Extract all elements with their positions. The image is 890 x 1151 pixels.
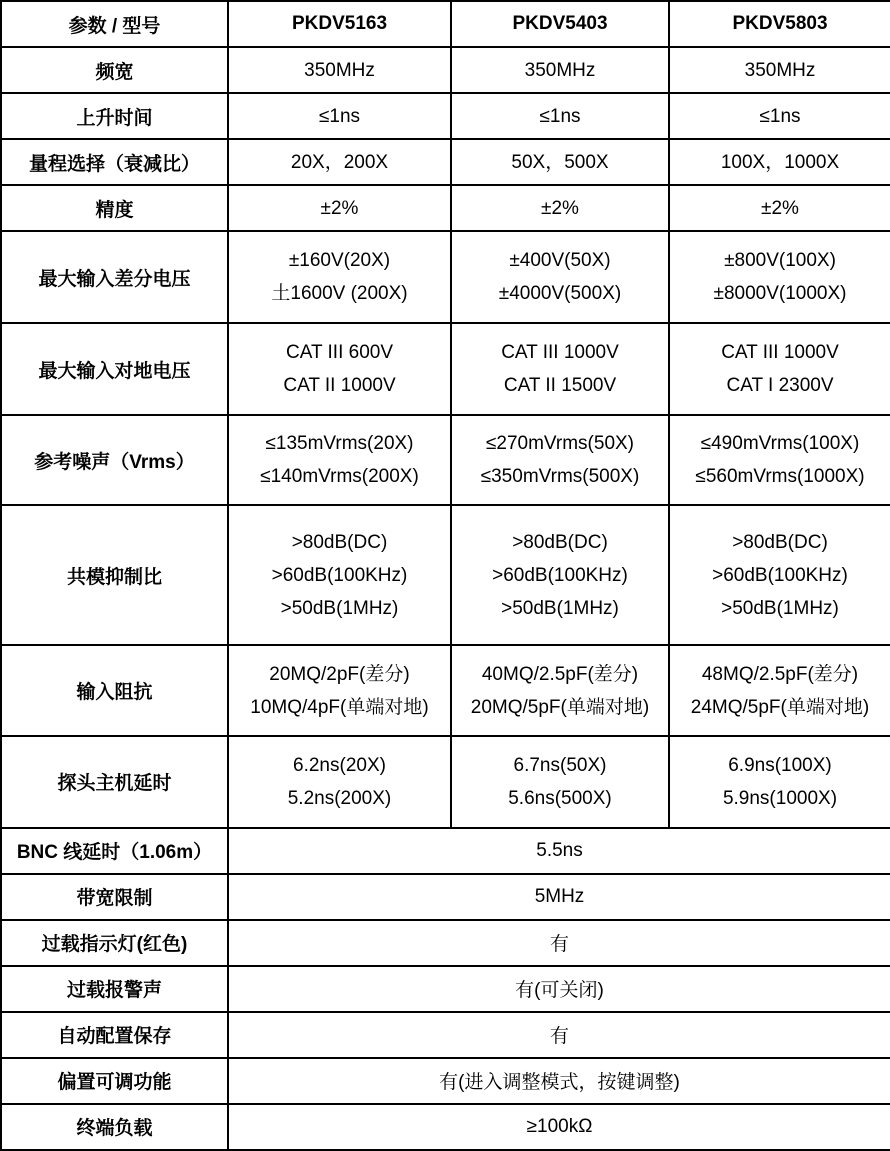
spec-value: ≤1ns <box>539 105 581 127</box>
common-value: 有 <box>228 920 890 966</box>
spec-value: 20MQ/2pF(差分) <box>269 663 410 685</box>
row-label: 输入阻抗 <box>1 645 228 735</box>
spec-cell <box>228 415 451 505</box>
table-row-attenuation-range <box>1 139 890 185</box>
spec-cell <box>451 47 669 93</box>
header-model-pkdv5163: PKDV5163 <box>228 1 451 47</box>
spec-value: CAT II 1500V <box>503 375 617 397</box>
spec-value: ≤1ns <box>759 105 801 127</box>
header-model-pkdv5403: PKDV5403 <box>451 1 669 47</box>
spec-value: >60dB(100KHz) <box>492 564 628 586</box>
spec-value: CAT I 2300V <box>726 375 834 397</box>
spec-cell <box>451 323 669 415</box>
spec-cell <box>669 93 890 139</box>
row-label: 最大输入对地电压 <box>1 323 228 415</box>
spec-cell <box>669 323 890 415</box>
spec-value: >50dB(1MHz) <box>501 597 619 619</box>
spec-cell <box>669 139 890 185</box>
spec-cell <box>228 505 451 645</box>
spec-value: CAT II 1000V <box>283 375 396 397</box>
spec-value: 40MQ/2.5pF(差分) <box>481 663 639 685</box>
table-row-bnc-delay <box>1 828 890 874</box>
spec-value: ±400V(50X) <box>509 250 611 272</box>
spec-value: 50X，500X <box>511 151 609 173</box>
common-value: 5.5ns <box>228 828 890 874</box>
spec-value: 6.9ns(100X) <box>728 754 832 776</box>
row-label: BNC 线延时（1.06m） <box>1 828 228 874</box>
row-label: 量程选择（衰减比） <box>1 139 228 185</box>
spec-value: >50dB(1MHz) <box>721 597 839 619</box>
table-row-overload-alarm <box>1 966 890 1012</box>
spec-cell <box>228 736 451 828</box>
table-row-termination-load <box>1 1104 890 1150</box>
spec-value: ≤1ns <box>318 105 361 127</box>
spec-cell <box>669 505 890 645</box>
row-label: 终端负载 <box>1 1104 228 1150</box>
table-row-max-ground-voltage <box>1 323 890 415</box>
spec-cell <box>451 736 669 828</box>
spec-cell <box>669 736 890 828</box>
spec-value: ±4000V(500X) <box>498 283 622 305</box>
spec-cell <box>451 645 669 735</box>
common-value: 有 <box>228 1012 890 1058</box>
spec-value: 5.6ns(500X) <box>508 787 612 809</box>
spec-cell <box>451 415 669 505</box>
row-label: 频宽 <box>1 47 228 93</box>
spec-value: CAT III 1000V <box>721 342 839 364</box>
spec-cell <box>669 645 890 735</box>
spec-cell <box>228 139 451 185</box>
spec-cell <box>451 505 669 645</box>
spec-value: 48MQ/2.5pF(差分) <box>701 663 859 685</box>
spec-cell <box>451 93 669 139</box>
row-label: 过载报警声 <box>1 966 228 1012</box>
spec-value: ±2% <box>761 197 799 219</box>
table-row-cmrr <box>1 505 890 645</box>
spec-cell <box>451 231 669 323</box>
row-label: 共模抑制比 <box>1 505 228 645</box>
spec-value: >60dB(100KHz) <box>271 564 408 586</box>
table-row-rise-time <box>1 93 890 139</box>
spec-value: 6.2ns(20X) <box>293 754 386 776</box>
row-label: 偏置可调功能 <box>1 1058 228 1104</box>
spec-value: 土1600V (200X) <box>271 283 408 305</box>
spec-value: CAT III 600V <box>285 342 393 364</box>
row-label: 过载指示灯(红色) <box>1 920 228 966</box>
header-model-pkdv5803: PKDV5803 <box>669 1 890 47</box>
spec-cell <box>451 185 669 231</box>
spec-value: ±800V(100X) <box>724 250 836 272</box>
spec-value: ±160V(20X) <box>288 250 391 272</box>
spec-value: >80dB(DC) <box>732 531 828 553</box>
spec-value: 350MHz <box>744 59 816 81</box>
header-row <box>1 1 890 47</box>
spec-cell <box>228 93 451 139</box>
spec-value: >80dB(DC) <box>512 531 608 553</box>
spec-cell <box>669 231 890 323</box>
spec-value: ±2% <box>541 197 579 219</box>
spec-cell <box>228 47 451 93</box>
header-param-label: 参数 / 型号 <box>1 1 228 47</box>
spec-value: CAT III 1000V <box>501 342 619 364</box>
table-row-bandwidth <box>1 47 890 93</box>
table-row-max-differential-voltage <box>1 231 890 323</box>
spec-value: 20MQ/5pF(单端对地) <box>470 696 650 718</box>
spec-value: 24MQ/5pF(单端对地) <box>690 696 870 718</box>
row-label: 参考噪声（Vrms） <box>1 415 228 505</box>
table-row-overload-indicator <box>1 920 890 966</box>
table-row-input-impedance <box>1 645 890 735</box>
spec-value: ≤560mVrms(1000X) <box>695 466 865 488</box>
spec-value: >60dB(100KHz) <box>712 564 848 586</box>
spec-value: ±2% <box>320 197 359 219</box>
spec-value: 350MHz <box>524 59 596 81</box>
spec-value: 350MHz <box>304 59 375 81</box>
spec-cell <box>669 185 890 231</box>
spec-cell <box>669 415 890 505</box>
spec-value: 20X，200X <box>290 151 389 173</box>
row-label: 最大输入差分电压 <box>1 231 228 323</box>
row-label: 带宽限制 <box>1 874 228 920</box>
row-label: 自动配置保存 <box>1 1012 228 1058</box>
table-row-probe-delay <box>1 736 890 828</box>
spec-value: 6.7ns(50X) <box>513 754 607 776</box>
row-label: 上升时间 <box>1 93 228 139</box>
table-row-auto-config-save <box>1 1012 890 1058</box>
spec-cell <box>669 47 890 93</box>
spec-value: ±8000V(1000X) <box>713 283 847 305</box>
common-value: 有(可关闭) <box>228 966 890 1012</box>
spec-value: ≤350mVrms(500X) <box>480 466 640 488</box>
table-row-offset-adjust <box>1 1058 890 1104</box>
spec-value: 100X，1000X <box>720 151 840 173</box>
common-value: ≥100kΩ <box>228 1104 890 1150</box>
spec-cell <box>228 231 451 323</box>
common-value: 5MHz <box>228 874 890 920</box>
spec-value: ≤490mVrms(100X) <box>700 433 860 455</box>
spec-value: 5.9ns(1000X) <box>722 787 838 809</box>
row-label: 探头主机延时 <box>1 736 228 828</box>
row-label: 精度 <box>1 185 228 231</box>
common-value: 有(进入调整模式，按键调整) <box>228 1058 890 1104</box>
spec-value: ≤270mVrms(50X) <box>485 433 635 455</box>
spec-cell <box>228 185 451 231</box>
spec-value: ≤135mVrms(20X) <box>265 433 414 455</box>
spec-value: 10MQ/4pF(单端对地) <box>250 696 429 718</box>
table-row-reference-noise <box>1 415 890 505</box>
spec-value: >80dB(DC) <box>291 531 388 553</box>
spec-value: >50dB(1MHz) <box>280 597 399 619</box>
table-row-accuracy <box>1 185 890 231</box>
spec-cell <box>228 645 451 735</box>
spec-cell <box>228 323 451 415</box>
spec-value: 5.2ns(200X) <box>287 787 392 809</box>
table-row-bandwidth-limit <box>1 874 890 920</box>
spec-value: ≤140mVrms(200X) <box>260 466 419 488</box>
spec-cell <box>451 139 669 185</box>
